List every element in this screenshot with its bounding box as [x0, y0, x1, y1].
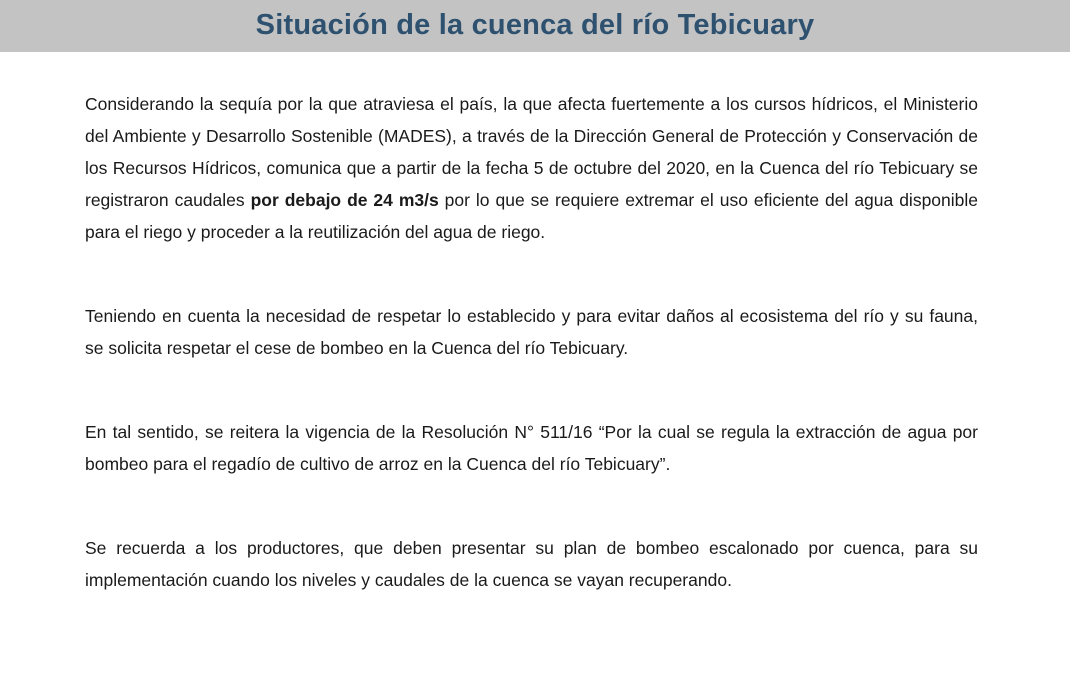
document-body: [0, 52, 1070, 596]
paragraph-2: [85, 300, 978, 364]
paragraph-1: [85, 88, 978, 248]
body-text: por lo que se requiere extremar el uso eficiente del agua disponible para el riego y proceder a la reutilización del agua de riego.: [85, 190, 979, 242]
paragraph-3: [85, 416, 978, 480]
body-text: En tal sentido, se reitera la vigencia de la Resolución N° 511/16 “Por la cual se regula la extracción de agua por bombeo para el regadío de cultivo de arroz en la Cuenca del río Tebicuary”.: [85, 422, 978, 474]
body-text: Se recuerda a los productores, que deben presentar su plan de bombeo escalonado por cuenca, para su implementación cuando los niveles y caudales de la cuenca se vayan recuperando.: [85, 538, 978, 590]
body-text: Teniendo en cuenta la necesidad de respetar lo establecido y para evitar daños al ecosistema del río y su fauna, se solicita respetar el cese de bombeo en la Cuenca del río Tebicuary.: [85, 306, 978, 358]
body-text: Considerando la sequía por la que atraviesa el país, la que afecta fuertemente a los cursos hídricos, el Ministerio del Ambiente y Desarrollo Sostenible (MADES), a través de la Dirección General de Protección y Conservación de los Recursos Hídricos, comunica que a partir de la fecha 5 de octubre del 2020, en la Cuenca del río Tebicuary se registraron caudales: [85, 94, 978, 210]
page-title: Situación de la cuenca del río Tebicuary: [255, 9, 815, 42]
emphasis-text: por debajo de 24 m3/s: [250, 190, 439, 210]
paragraph-4: [85, 532, 978, 596]
document-header-band: [0, 0, 1070, 52]
